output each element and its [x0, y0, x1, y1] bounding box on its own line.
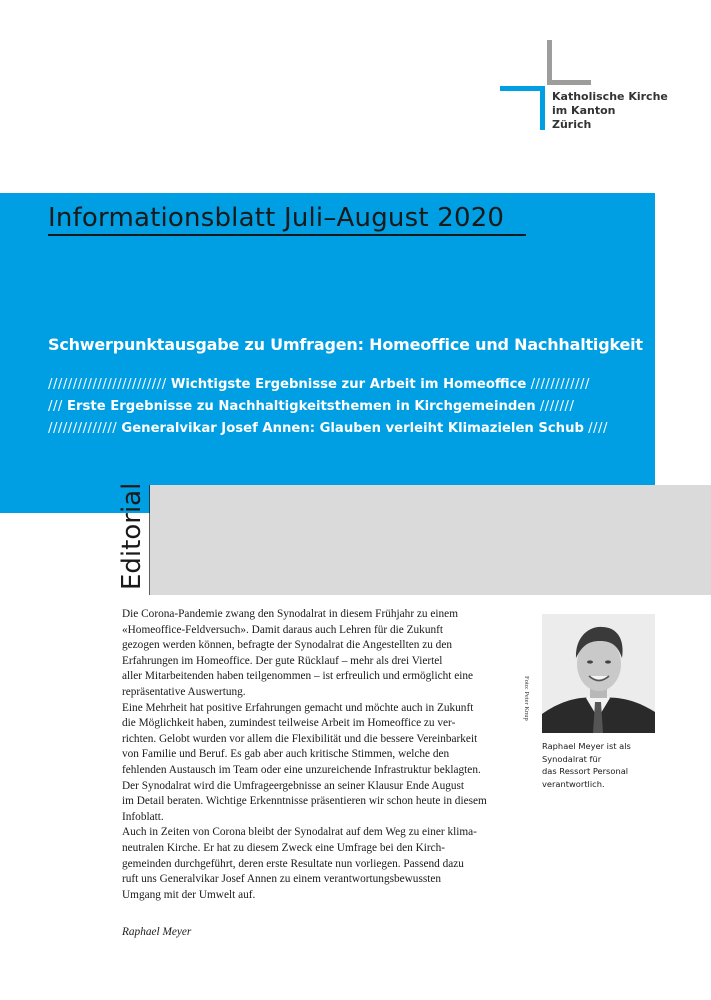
body-line: richten. Gelobt wurden vor allem die Flexibilität und die bessere Vereinbarkeit [122, 732, 478, 745]
page-title: Informationsblatt Juli–August 2020 [48, 203, 505, 233]
logo-blue-vertical-bar [540, 86, 545, 130]
issue-subtitle: Schwerpunktausgabe zu Umfragen: Homeoffice und Nachhaltigkeit [48, 335, 643, 354]
logo-blue-horizontal-bar [500, 86, 545, 91]
slash-decoration: /////// [539, 399, 575, 414]
editorial-gray-band-right [655, 485, 711, 595]
portrait-caption [542, 740, 662, 790]
section-label-editorial: Editorial [117, 482, 147, 590]
editorial-gray-band [150, 485, 655, 595]
logo-gray-horizontal-bar [547, 80, 591, 85]
body-line: neutralen Kirche. Er hat zu diesem Zweck eine Umfrage bei den Kirch- [122, 841, 446, 854]
body-line: gemeinden durchgeführt, deren erste Resultate nun vorliegen. Passend dazu [122, 857, 464, 870]
topic-item [48, 396, 608, 418]
body-line: Eine Mehrheit hat positive Erfahrungen gemacht und möchte auch in Zukunft [122, 701, 474, 714]
author-signature: Raphael Meyer [122, 926, 192, 938]
logo-gray-vertical-bar [547, 40, 552, 84]
body-line: von Familie und Beruf. Es gab aber auch kritische Stimmen, welche den [122, 748, 450, 761]
photo-credit: Foto: Peter Knup [523, 676, 530, 721]
logo-line-1: Katholische Kirche [552, 90, 668, 103]
body-line: im Detail beraten. Wichtige Erkenntnisse präsentieren wir schon heute in diesem [122, 795, 487, 808]
body-line: Der Synodalrat wird die Umfrageergebnisse an seiner Klausur Ende August [122, 779, 465, 792]
slash-decoration: //// [588, 421, 608, 436]
church-logo [500, 40, 670, 150]
body-line: gezogen werden können, befragte der Synodalrat die Angestellten zu den [122, 639, 452, 652]
slash-decoration: //////////////////////// [48, 377, 167, 392]
caption-line: Synodalrat für [542, 753, 602, 764]
logo-line-3: Zürich [552, 118, 592, 131]
caption-line: Raphael Meyer ist als [542, 741, 631, 751]
slash-decoration: //////////// [530, 377, 590, 392]
body-line: Auch in Zeiten von Corona bleibt der Synodalrat auf dem Weg zu einer klima- [122, 826, 477, 839]
body-line: aller Mitarbeitenden haben teilgenommen – ist erfreulich und ermöglicht eine [122, 670, 474, 683]
topic-text: Generalvikar Josef Annen: Glauben verleiht Klimazielen Schub [121, 421, 584, 436]
body-line: Die Corona-Pandemie zwang den Synodalrat in diesem Frühjahr zu einem [122, 608, 458, 620]
body-line: fehlenden Austausch im Team oder eine unzureichende Infrastruktur beklagten. [122, 763, 481, 776]
caption-line: das Ressort Personal [542, 766, 629, 776]
body-line: Infoblatt. [122, 810, 164, 823]
body-line: Erfahrungen im Homeoffice. Der gute Rücklauf – mehr als drei Viertel [122, 654, 443, 667]
title-underline [48, 234, 526, 236]
body-line: ruft uns Generalvikar Josef Annen zu einem verantwortungsbewussten [122, 873, 442, 886]
topic-text: Wichtigste Ergebnisse zur Arbeit im Homeoffice [170, 377, 527, 392]
topic-item [48, 418, 608, 440]
body-line: die Möglichkeit haben, zumindest teilweise Arbeit im Homeoffice zu ver- [122, 717, 456, 730]
logo-wordmark [552, 90, 668, 132]
body-line: «Homeoffice-Feldversuch». Damit daraus auch Lehren für die Zukunft [122, 623, 444, 636]
caption-line: verantwortlich. [542, 778, 605, 789]
slash-decoration: ////////////// [48, 421, 118, 436]
topic-list [48, 374, 608, 440]
author-portrait [542, 614, 655, 733]
topic-text: Erste Ergebnisse zu Nachhaltigkeitsthemen in Kirchgemeinden [67, 399, 536, 414]
slash-decoration: /// [48, 399, 63, 414]
logo-line-2: im Kanton [552, 104, 616, 117]
topic-item [48, 374, 608, 396]
editorial-body [122, 607, 520, 903]
portrait-illustration [542, 614, 655, 733]
body-line: repräsentative Auswertung. [122, 685, 246, 698]
body-line: Umgang mit der Umwelt auf. [122, 888, 256, 901]
editorial-divider [149, 485, 150, 595]
